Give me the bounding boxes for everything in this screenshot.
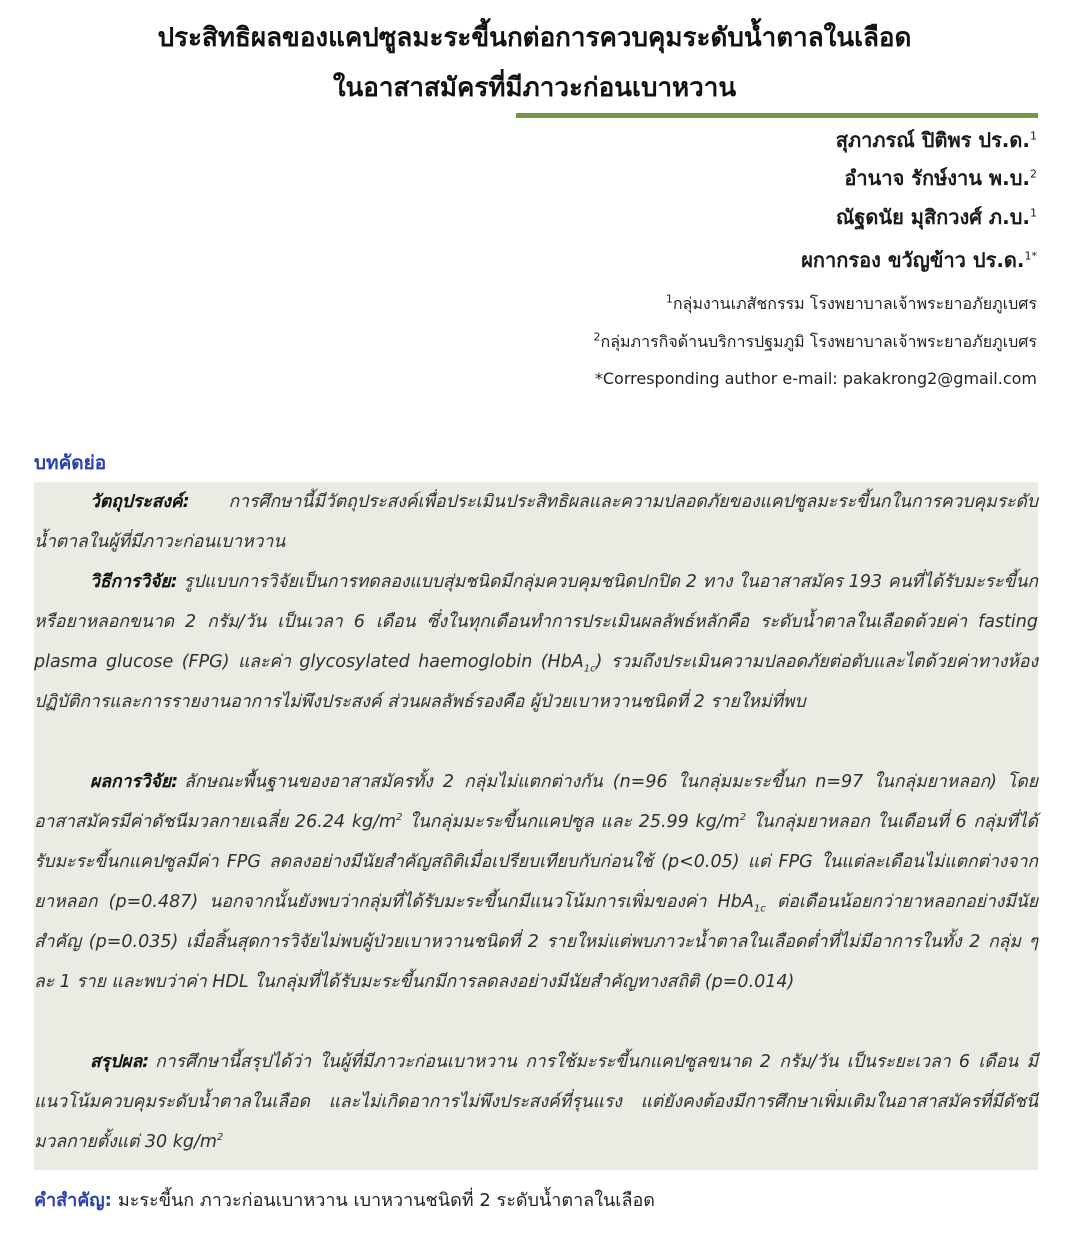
affiliation-mark: 1 [665, 292, 673, 306]
results-text-d: ต่อเดือนน้อยกว่ายาหลอกอย่างมีนัยสำคัญ (p=0.035) เมื่อสิ้นสุดการวิจัยไม่พบผู้ป่วยเบาหวานชนิดที่ 2 รายใหม่แต่พบภาวะน้ำตาลในเลือดต่ำที่ไม่มีอาการในทั้ง 2 กลุ่ม ๆ ละ 1 ราย และพบว่าค่า HDL ในกลุ่มที่ได้รับมะระขี้นกมีการลดลงอย่างมีนัยสำคัญทางสถิติ (p=0.014) [34, 892, 1038, 992]
methods-text-a: รูปแบบการวิจัยเป็นการทดลองแบบสุ่มชนิดมีกลุ่มควบคุมชนิดปกปิด 2 ทาง ในอาสาสมัคร 193 คนที่ได้รับมะระขี้นก หรือยาหลอกขนาด 2 กรัม/วัน เป็นเวลา 6 เดือน ซึ่งในทุกเดือนทำการประเมินผลลัพธ์หลักคือ ระดับน้ำตาลในเลือดด้วยค่า fasting plasma glucose (FPG) และค่า glycosylated haemoglobin (HbA [34, 572, 1038, 672]
results-superscript-1: 2 [396, 812, 403, 824]
results-text-a: ลักษณะพื้นฐานของอาสาสมัครทั้ง 2 กลุ่มไม่แตกต่างกัน (n=96 ในกลุ่มมะระขี้นก n=97 ในกลุ่มยาหลอก) โดยอาสาสมัครมีค่าดัชนีมวลกายเฉลี่ย 26.24 kg/m [34, 772, 1038, 832]
author-1 [836, 127, 1037, 153]
corresponding-author-email: *Corresponding author e-mail: pakakrong2@gmail.com [594, 369, 1037, 388]
methods-subscript: 1c [583, 663, 596, 675]
affiliation-1 [666, 293, 1037, 315]
abstract-methods [34, 562, 1038, 722]
results-text-b: ในกลุ่มมะระขี้นกแคปซูล และ 25.99 kg/m [402, 812, 740, 832]
conclusion-text: การศึกษานี้สรุปได้ว่า ในผู้ที่มีภาวะก่อนเบาหวาน การใช้มะระขี้นกแคปซูลขนาด 2 กรัม/วัน เป็นระยะเวลา 6 เดือน มีแนวโน้มควบคุมระดับน้ำตาลในเลือด และไม่เกิดอาการไม่พึงประสงค์ที่รุนแรง แต่ยังคงต้องมีการศึกษาเพิ่มเติมในอาสาสมัครที่มีดัชนีมวลกายตั้งแต่ 30 kg/m [34, 1052, 1038, 1152]
author-2 [844, 165, 1037, 191]
author-affiliation-mark: 1 [1030, 129, 1037, 143]
keywords-text: มะระขี้นก ภาวะก่อนเบาหวาน เบาหวานชนิดที่ 2 ระดับน้ำตาลในเลือด [117, 1190, 655, 1211]
keywords [34, 1185, 655, 1214]
results-subscript: 1c [753, 903, 766, 915]
author-name: อำนาจ รักษ์งาน พ.บ. [844, 166, 1030, 190]
results-superscript-2: 2 [739, 812, 747, 824]
results-label: ผลการวิจัย: [90, 772, 179, 792]
affiliation-text: กลุ่มภารกิจด้านบริการปฐมภูมิ โรงพยาบาลเจ้าพระยาอภัยภูเบศร [600, 332, 1037, 351]
abstract-conclusion [34, 1042, 1038, 1162]
author-3 [836, 204, 1037, 230]
paper-title-line-1: ประสิทธิผลของแคปซูลมะระขี้นกต่อการควบคุมระดับน้ำตาลในเลือด [157, 23, 912, 53]
abstract-objective [34, 482, 1038, 562]
conclusion-label: สรุปผล: [90, 1052, 150, 1072]
results-text-c: ในกลุ่มยาหลอก ในเดือนที่ 6 กลุ่มที่ได้รับมะระขี้นกแคปซูลมีค่า FPG ลดลงอย่างมีนัยสำคัญสถิติเมื่อเปรียบเทียบกับก่อนใช้ (p<0.05) แต่ FPG ในแต่ละเดือนไม่แตกต่างจากยาหลอก (p=0.487) นอกจากนั้นยังพบว่ากลุ่มที่ได้รับมะระขี้นกมีแนวโน้มการเพิ่มของค่า HbA [34, 812, 1038, 912]
paper-title-line-2: ในอาสาสมัครที่มีภาวะก่อนเบาหวาน [332, 73, 737, 103]
methods-label: วิธีการวิจัย: [90, 572, 178, 592]
author-name: สุภาภรณ์ ปิติพร ปร.ด. [835, 128, 1030, 152]
author-4 [801, 247, 1037, 273]
objective-text: การศึกษานี้มีวัตถุประสงค์เพื่อประเมินประสิทธิผลและความปลอดภัยของแคปซูลมะระขี้นกในการควบคุมระดับน้ำตาลในผู้ที่มีภาวะก่อนเบาหวาน [34, 492, 1038, 552]
title-divider-rule [516, 113, 1038, 118]
keywords-label: คำสำคัญ: [34, 1190, 112, 1211]
affiliation-mark: 2 [593, 330, 601, 344]
affiliation-text: กลุ่มงานเภสัชกรรม โรงพยาบาลเจ้าพระยาอภัยภูเบศร [672, 294, 1037, 313]
methods-text-b: ) รวมถึงประเมินความปลอดภัยต่อตับและไตด้วยค่าทางห้องปฏิบัติการและการรายงานอาการไม่พึงประสงค์ ส่วนผลลัพธ์รองคือ ผู้ป่วยเบาหวานชนิดที่ 2 รายใหม่ที่พบ [34, 652, 1038, 712]
author-name: ณัฐดนัย มุสิกวงศ์ ภ.บ. [835, 205, 1030, 229]
author-affiliation-mark: 1 [1030, 206, 1037, 220]
author-affiliation-mark: 1* [1024, 249, 1037, 263]
objective-label: วัตถุประสงค์: [90, 492, 190, 512]
conclusion-superscript: 2 [216, 1132, 224, 1144]
author-affiliation-mark: 2 [1030, 167, 1037, 181]
abstract-heading: บทคัดย่อ [34, 452, 107, 474]
affiliation-2 [594, 331, 1038, 353]
abstract-results [34, 762, 1038, 1002]
author-name: ผกากรอง ขวัญข้าว ปร.ด. [801, 248, 1025, 272]
